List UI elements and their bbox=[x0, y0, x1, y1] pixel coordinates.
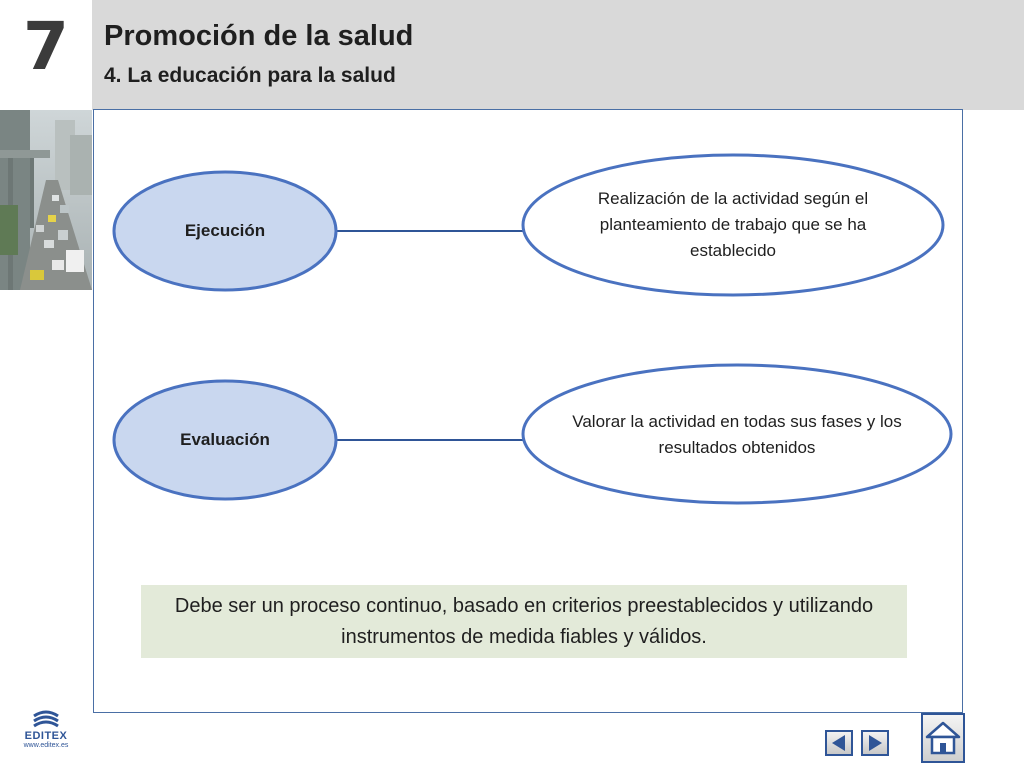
editex-logo-icon bbox=[31, 710, 61, 730]
editex-logo bbox=[16, 710, 76, 760]
triangle-right-icon bbox=[863, 732, 887, 754]
home-icon bbox=[923, 715, 963, 761]
chapter-number: 7 bbox=[0, 0, 92, 110]
note-box: Debe ser un proceso continuo, basado en criterios preestablecidos y utilizando instrumentos de medida fiables y válidos. bbox=[141, 585, 907, 658]
page-subtitle: 4. La educación para la salud bbox=[104, 64, 396, 87]
description-label-evaluation: Valorar la actividad en todas sus fases y los resultados obtenidos bbox=[572, 412, 902, 457]
logo-name: EDITEX bbox=[24, 730, 68, 742]
description-label-execution: Realización de la actividad según el planteamiento de trabajo que se ha establecido bbox=[597, 189, 869, 260]
stage-label-execution: Ejecución bbox=[184, 221, 266, 240]
stage-label-evaluation: Evaluación bbox=[180, 430, 270, 449]
next-slide-button[interactable] bbox=[861, 730, 889, 756]
home-button[interactable] bbox=[921, 713, 965, 763]
previous-slide-button[interactable] bbox=[825, 730, 853, 756]
page-title: Promoción de la salud bbox=[104, 20, 414, 52]
logo-url: www.editex.es bbox=[23, 742, 69, 749]
triangle-left-icon bbox=[827, 732, 851, 754]
